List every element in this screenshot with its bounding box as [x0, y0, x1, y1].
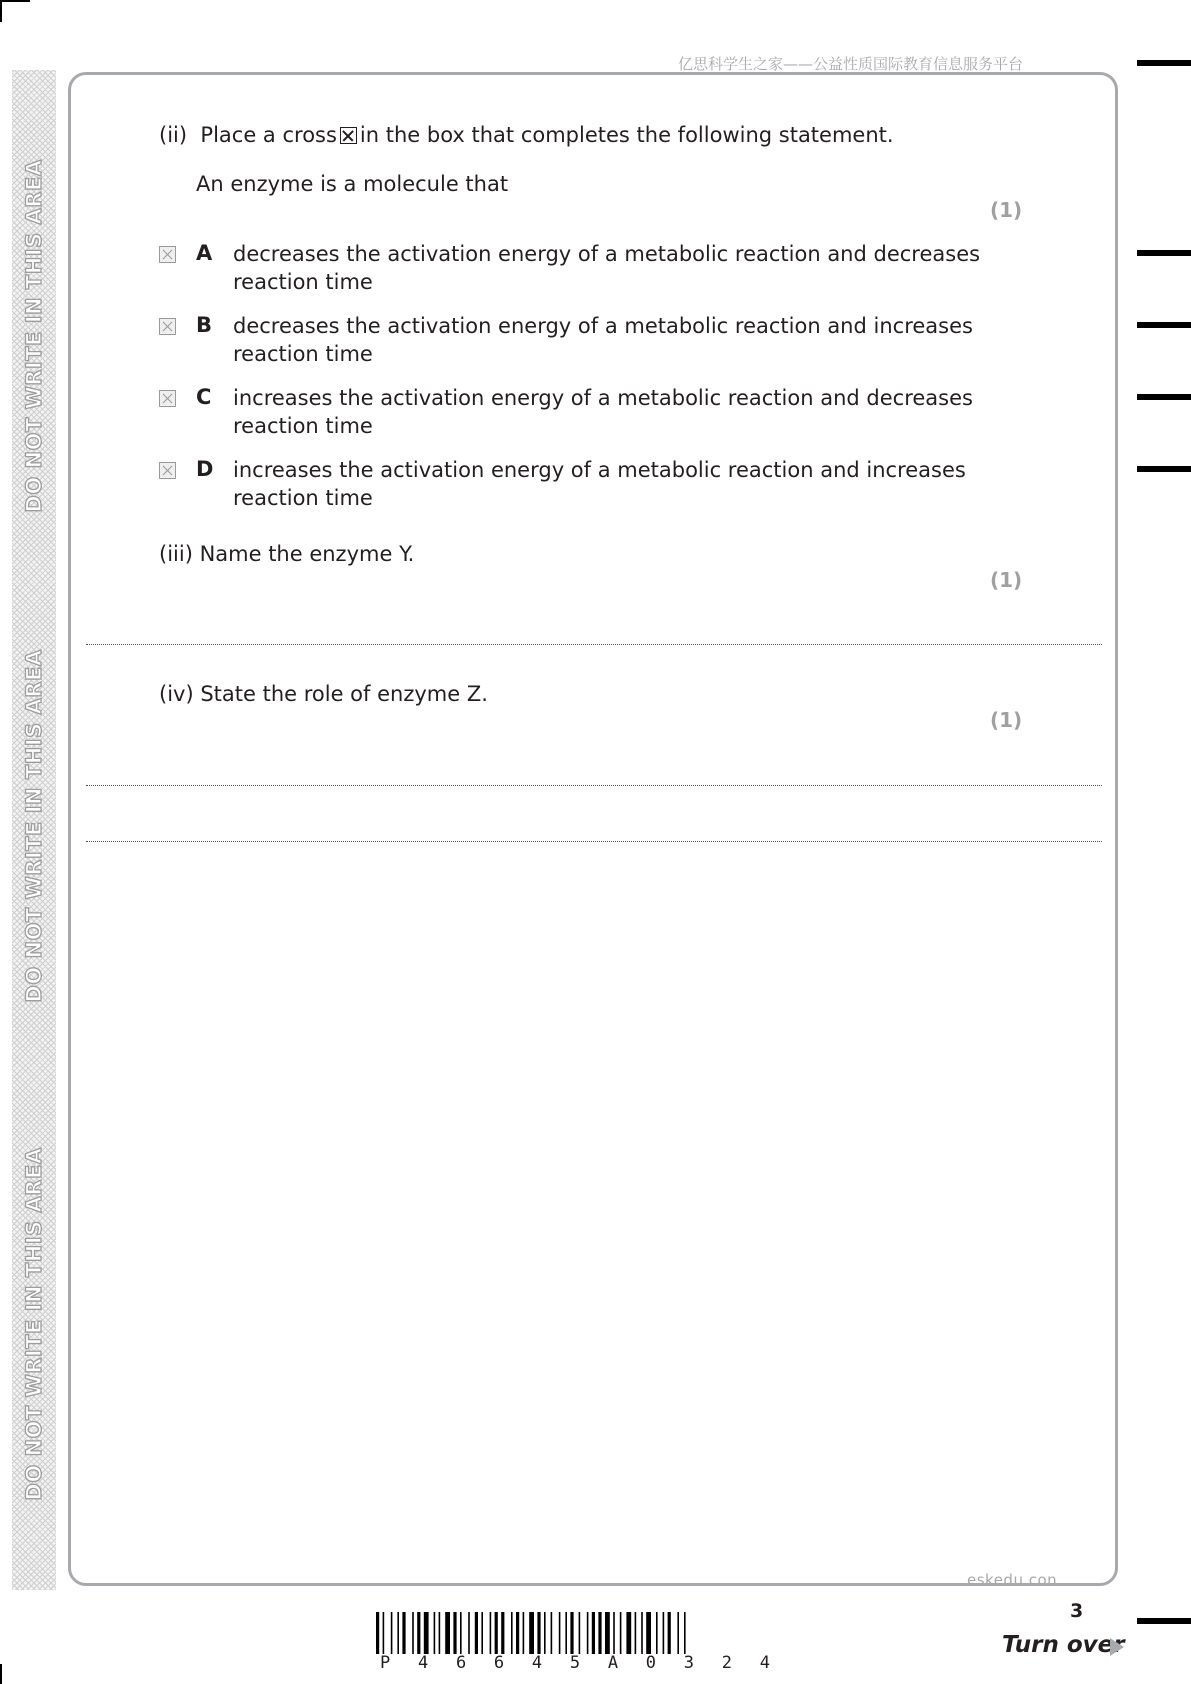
marks-label: (1): [990, 568, 1023, 592]
answer-frame: [68, 72, 1118, 1586]
barcode-bar: [605, 1612, 610, 1654]
barcode: [376, 1612, 812, 1654]
barcode-bar: [481, 1612, 483, 1654]
option-b-text-line1: decreases the activation energy of a metabolic reaction and increases: [233, 314, 973, 338]
edge-tick: [1137, 322, 1191, 328]
option-b-text-line2: reaction time: [233, 342, 373, 366]
option-c-text-line2: reaction time: [233, 414, 373, 438]
barcode-digit: 5: [569, 1653, 581, 1673]
option-letter: B: [196, 313, 213, 337]
barcode-bar: [402, 1612, 405, 1654]
question-ii-label: (ii): [159, 123, 188, 147]
barcode-bar: [598, 1612, 601, 1654]
barcode-digit: 4: [531, 1653, 543, 1673]
turn-over-label: Turn over: [1002, 1632, 1125, 1658]
page-number: 3: [1070, 1600, 1084, 1622]
arrow-right-icon: [1110, 1638, 1124, 1656]
answer-line[interactable]: [86, 841, 1102, 842]
edge-tick: [1137, 466, 1191, 472]
barcode-bar: [424, 1612, 429, 1654]
barcode-digit: 6: [455, 1653, 467, 1673]
barcode-bar: [445, 1612, 450, 1654]
barcode-bar: [620, 1612, 622, 1654]
footer-site: eskedu.con: [967, 1571, 1058, 1589]
barcode-bar: [412, 1612, 414, 1654]
barcode-bar: [495, 1612, 498, 1654]
question-ii-stem: An enzyme is a molecule that: [196, 172, 509, 196]
barcode-bar: [570, 1612, 573, 1654]
option-d-text-line1: increases the activation energy of a metabolic reaction and increases: [233, 458, 966, 482]
barcode-bar: [579, 1612, 581, 1654]
barcode-bar: [490, 1612, 492, 1654]
answer-line[interactable]: [86, 785, 1102, 786]
cross-icon: [340, 127, 357, 144]
barcode-bar: [626, 1612, 631, 1654]
question-iv-text: (iv) State the role of enzyme Z.: [159, 682, 488, 706]
barcode-bar: [537, 1612, 540, 1654]
barcode-bar: [383, 1612, 385, 1654]
barcode-bar: [641, 1612, 643, 1654]
barcode-bar: [529, 1612, 534, 1654]
barcode-bar: [646, 1612, 651, 1654]
barcode-bar: [460, 1612, 462, 1654]
barcode-digit: A: [607, 1653, 619, 1673]
edge-tick: [1137, 1618, 1191, 1624]
barcode-bar: [677, 1612, 679, 1654]
instruction-before: Place a cross: [200, 123, 337, 147]
barcode-bar: [523, 1612, 525, 1654]
instruction-after: in the box that completes the following statement.: [359, 123, 894, 147]
barcode-bar: [501, 1612, 504, 1654]
barcode-bar: [635, 1612, 637, 1654]
barcode-bar: [376, 1612, 379, 1654]
header-watermark: 亿思科学生之家——公益性质国际教育信息服务平台: [678, 55, 1024, 73]
edge-tick: [1137, 250, 1191, 256]
option-letter: C: [196, 385, 212, 409]
barcode-digit: P: [380, 1653, 391, 1673]
barcode-digit: 4: [417, 1653, 429, 1673]
barcode-bar: [559, 1612, 561, 1654]
answer-line[interactable]: [86, 644, 1102, 645]
barcode-digit: 6: [493, 1653, 505, 1673]
marks-label: (1): [990, 708, 1023, 732]
barcode-bar: [475, 1612, 478, 1654]
barcode-bar: [587, 1612, 589, 1654]
question-ii-instruction: [159, 121, 894, 149]
option-c-checkbox[interactable]: [159, 390, 176, 407]
option-d-checkbox[interactable]: [159, 462, 176, 479]
barcode-bar: [397, 1612, 399, 1654]
option-c-text-line1: increases the activation energy of a metabolic reaction and decreases: [233, 386, 973, 410]
question-iii-text: (iii) Name the enzyme Y.: [159, 542, 415, 566]
edge-tick: [1137, 60, 1191, 66]
barcode-bar: [417, 1612, 420, 1654]
marks-label: (1): [990, 198, 1023, 222]
edge-tick: [1137, 394, 1191, 400]
barcode-bar: [656, 1612, 658, 1654]
barcode-bar: [565, 1612, 567, 1654]
barcode-bar: [511, 1612, 513, 1654]
barcode-digit: 3: [683, 1653, 694, 1673]
barcode-digit: 4: [759, 1653, 770, 1673]
barcode-digit: 0: [645, 1653, 657, 1673]
barcode-bar: [544, 1612, 546, 1654]
option-a-text-line2: reaction time: [233, 270, 373, 294]
option-d-text-line2: reaction time: [233, 486, 373, 510]
option-letter: A: [196, 241, 213, 265]
crop-mark: [0, 0, 30, 2]
barcode-bar: [468, 1612, 470, 1654]
barcode-bar: [684, 1612, 686, 1654]
barcode-bar: [592, 1612, 595, 1654]
crop-mark: [0, 0, 2, 22]
barcode-bar: [663, 1612, 665, 1654]
barcode-bar: [439, 1612, 441, 1654]
crop-mark: [0, 1664, 2, 1684]
option-letter: D: [196, 457, 214, 481]
option-a-checkbox[interactable]: [159, 246, 176, 263]
barcode-digits: [380, 1653, 770, 1673]
barcode-bar: [613, 1612, 615, 1654]
option-a-text-line1: decreases the activation energy of a metabolic reaction and decreases: [233, 242, 981, 266]
barcode-digit: 2: [721, 1653, 732, 1673]
barcode-bar: [434, 1612, 436, 1654]
option-b-checkbox[interactable]: [159, 318, 176, 335]
barcode-bar: [391, 1612, 393, 1654]
barcode-bar: [453, 1612, 456, 1654]
barcode-bar: [551, 1612, 553, 1654]
barcode-bar: [668, 1612, 671, 1654]
barcode-bar: [516, 1612, 519, 1654]
